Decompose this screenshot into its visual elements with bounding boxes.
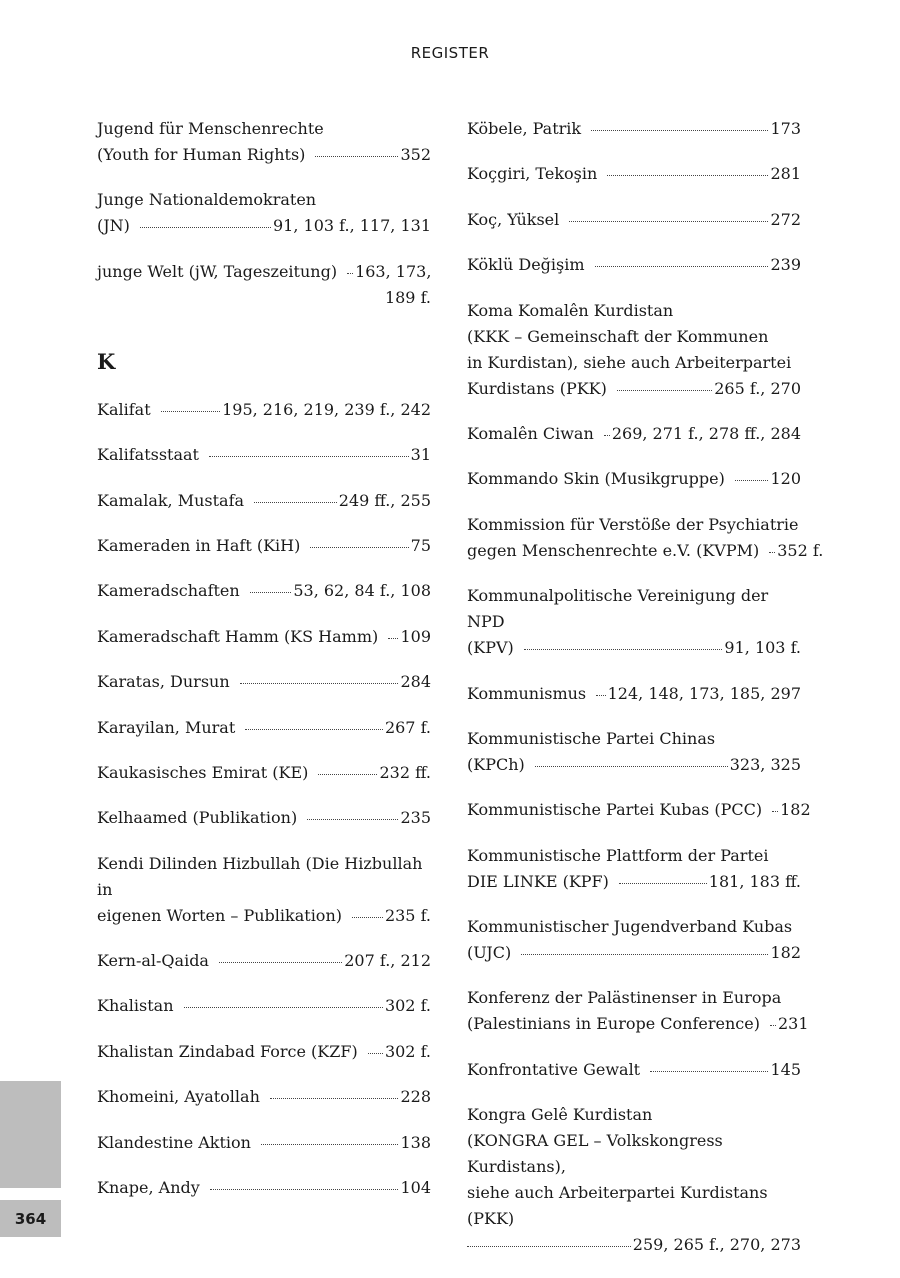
page-refs: 352 f. [777,540,824,560]
index-entry [97,805,431,831]
entry-term: Koçgiri, Tekoşin [467,164,598,184]
dot-leader [735,479,769,481]
page-refs-continued: 189 f. [384,287,431,307]
dot-leader [307,818,398,820]
index-entry [467,298,801,402]
entry-last-line [467,376,801,402]
index-entry [467,797,811,823]
entry-last-line [467,752,801,778]
page-refs: 284 [400,672,431,692]
index-entry [467,985,809,1037]
index-entry [97,993,431,1019]
index-entry [467,512,824,564]
entry-last-line [97,142,431,168]
dot-leader [467,1245,631,1247]
index-entry [467,1102,801,1258]
page-refs: 163, 173, [355,261,432,281]
dot-leader [650,1070,768,1072]
entry-line: Kommunistische Plattform der Partei [467,845,769,865]
entry-line: Konferenz der Palästinenser in Europa [467,988,782,1008]
page-refs: 120 [770,469,801,489]
page-refs: 91, 103 f., 117, 131 [272,216,431,236]
entry-last-line [97,488,431,514]
index-entry [97,760,431,786]
dot-leader [315,155,398,157]
entry-last-line [97,805,431,831]
entry-line: Jugend für Menschenrechte [97,119,324,138]
entry-line: Kommission für Verstöße der Psychiatrie [467,514,799,534]
entry-line: Kendi Dilinden Hizbullah (Die Hizbullah in [97,853,423,899]
index-entry [97,442,431,468]
page-number: 364 [0,1200,61,1237]
dot-leader [161,410,220,412]
index-entry [467,726,801,778]
entry-last-line [467,466,801,492]
entry-last-line [467,1011,809,1037]
entry-last-line [97,533,431,559]
entry-last-line [97,213,431,239]
entry-term: Khalistan [97,996,174,1016]
dot-leader [521,953,768,955]
dot-leader [347,272,353,274]
entry-last-line [467,421,801,447]
page-refs: 109 [400,626,431,646]
dot-leader [535,765,728,767]
index-entry [97,259,431,311]
entry-last-line [467,869,801,895]
entry-last-line [97,1039,431,1065]
page-refs: 31 [410,445,431,465]
entries-right [467,116,824,1258]
index-entry [97,533,431,559]
index-entry [97,669,431,695]
entry-term: Karatas, Dursun [97,672,230,692]
entry-term: (Youth for Human Rights) [97,145,306,164]
dot-leader [569,220,768,222]
index-entry [467,116,801,142]
page-refs: 207 f., 212 [344,951,431,971]
entry-last-line [467,940,801,966]
entry-last-line [467,1057,801,1083]
index-entry [467,843,801,895]
page-refs: 231 [777,1014,809,1034]
dot-leader [591,129,768,131]
entry-term: Khalistan Zindabad Force (KZF) [97,1041,358,1061]
entry-term: junge Welt (jW, Tageszeitung) [97,261,338,281]
index-entry [97,1130,431,1156]
dot-leader [368,1052,383,1054]
index-column-right [467,116,824,1278]
dot-leader [770,1024,776,1026]
dot-leader [250,591,292,593]
entry-term: Kalifatsstaat [97,445,199,465]
entry-last-line [467,797,811,823]
entry-last-line [97,624,431,650]
entry-term: (KPV) [467,638,514,658]
entry-last-line [97,259,431,285]
index-entry [97,578,431,604]
entry-last-line [467,635,801,661]
page-refs: 352 [400,145,431,164]
entry-last-line [467,252,801,278]
entry-last-line [97,442,431,468]
entry-term: Koç, Yüksel [467,209,560,229]
page-refs: 138 [400,1132,431,1152]
page-refs: 104 [400,1178,431,1198]
page-refs: 235 [400,808,431,828]
page-refs: 181, 183 ff. [708,871,801,891]
dot-leader [607,174,768,176]
page-refs: 182 [770,943,801,963]
entry-term: Konfrontative Gewalt [467,1059,641,1079]
dot-leader [318,773,377,775]
entry-last-line [97,760,431,786]
page-refs: 91, 103 f. [724,638,801,658]
index-entry [97,187,431,239]
page-refs: 239 [770,255,801,275]
dot-leader [261,1143,398,1145]
page-refs: 302 f. [384,996,431,1016]
entry-last-line [467,161,801,187]
dot-leader [772,810,778,812]
entry-line: (KKK – Gemeinschaft der Kommunen [467,326,769,346]
index-entry [97,1175,431,1201]
entry-term: (KPCh) [467,754,525,774]
dot-leader [270,1097,399,1099]
index-entry [467,583,801,661]
entries-k [97,397,431,1201]
entry-last-line [467,116,801,142]
index-entry [467,1057,801,1083]
entry-last-line [467,681,801,707]
index-entry [467,681,801,707]
page-refs: 302 f. [384,1041,431,1061]
dot-leader [604,434,610,436]
page-refs: 249 ff., 255 [338,490,431,510]
entry-term: Kaukasisches Emirat (KE) [97,762,309,782]
entry-term: Kommando Skin (Musikgruppe) [467,469,725,489]
running-head: REGISTER [410,44,490,62]
entry-term: Kelhaamed (Publikation) [97,808,298,828]
page-refs: 228 [400,1087,431,1107]
entry-term: Kamalak, Mustafa [97,490,245,510]
dot-leader [769,551,775,553]
dot-leader [524,648,723,650]
entry-line: Kommunistischer Jugendverband Kubas [467,917,793,937]
index-entry [467,161,801,187]
entry-term: Kameradschaft Hamm (KS Hamm) [97,626,379,646]
dot-leader [617,389,712,391]
entry-line: siehe auch Arbeiterpartei Kurdistans (PKK) [467,1183,768,1229]
dot-leader [352,916,383,918]
index-entry [467,252,801,278]
index-entry [97,1084,431,1110]
entry-term: Khomeini, Ayatollah [97,1087,260,1107]
page-refs: 259, 265 f., 270, 273 [632,1235,801,1255]
entry-term: Kommunismus [467,683,587,703]
page-refs: 235 f. [384,905,431,925]
entry-term: Kurdistans (PKK) [467,378,607,398]
entry-term: (UJC) [467,943,512,963]
entry-last-line [97,993,431,1019]
page-refs: 53, 62, 84 f., 108 [293,581,431,601]
entry-line: Junge Nationaldemokraten [97,190,317,210]
entry-term: Komalên Ciwan [467,423,594,443]
page-refs: 195, 216, 219, 239 f., 242 [222,399,431,419]
dot-leader [184,1006,383,1008]
entry-last-line [97,948,431,974]
page-refs: 267 f. [384,717,431,737]
entry-line: in Kurdistan), siehe auch Arbeiterpartei [467,352,792,372]
dot-leader [219,961,342,963]
index-entry [467,421,801,447]
entry-last-line [97,1175,431,1201]
entry-last-line [97,397,431,423]
entry-term: Karayilan, Murat [97,717,236,737]
entry-last-line [467,207,801,233]
entry-term: Kalifat [97,399,151,419]
index-entry [97,948,431,974]
page-refs: 182 [780,800,811,820]
index-entry [467,207,801,233]
entry-term: Kameraden in Haft (KiH) [97,535,301,555]
dot-leader [245,728,383,730]
dot-leader [595,265,769,267]
page-refs: 124, 148, 173, 185, 297 [607,683,801,703]
entry-term: eigenen Worten – Publikation) [97,905,342,925]
dot-leader [310,546,408,548]
index-entry [97,1039,431,1065]
entry-term: (Palestinians in Europe Conference) [467,1014,760,1034]
entry-line: (KONGRA GEL – Volkskongress Kurdistans), [467,1131,723,1177]
entry-last-line [467,538,824,564]
entry-term: Köklü Değişim [467,255,585,275]
index-entry [97,851,431,929]
entry-last-line [97,1130,431,1156]
dot-leader [596,694,605,696]
entry-term: Kameradschaften [97,581,240,601]
entry-line: Kongra Gelê Kurdistan [467,1105,653,1125]
entry-last-line [97,903,431,929]
dot-leader [209,455,409,457]
entry-term: (JN) [97,216,130,236]
entry-term: gegen Menschenrechte e.V. (KVPM) [467,540,760,560]
entry-term: Knape, Andy [97,1178,200,1198]
page-refs: 75 [410,535,431,555]
index-entry [97,397,431,423]
entry-line: Kommunistische Partei Chinas [467,728,716,748]
entries-before-k [97,116,431,311]
index-entry [97,715,431,741]
dot-leader [619,882,707,884]
index-column-left [97,116,431,1220]
entry-line: Kommunalpolitische Vereinigung der NPD [467,586,769,632]
dot-leader [140,226,271,228]
entry-last-line [97,715,431,741]
dot-leader [254,501,337,503]
index-entry [97,488,431,514]
section-letter: K [97,348,116,374]
chapter-thumb-tab [0,1081,61,1188]
entry-term: Klandestine Aktion [97,1132,251,1152]
page-refs: 323, 325 [729,754,801,774]
entry-term: Köbele, Patrik [467,119,582,138]
page-refs: 173 [770,119,801,138]
index-entry [467,914,801,966]
page-refs: 265 f., 270 [714,378,801,398]
dot-leader [210,1188,399,1190]
entry-last-line [467,1232,801,1258]
entry-last-line [97,1084,431,1110]
entry-last-line [97,669,431,695]
page-refs: 281 [770,164,801,184]
entry-term: DIE LINKE (KPF) [467,871,609,891]
entry-term: Kommunistische Partei Kubas (PCC) [467,800,763,820]
entry-last-line [97,578,431,604]
dot-leader [240,682,399,684]
index-entry [97,116,431,168]
page-refs: 272 [770,209,801,229]
dot-leader [388,637,398,639]
index-entry [97,624,431,650]
entry-term: Kern-al-Qaida [97,951,209,971]
page-refs: 232 ff. [379,762,431,782]
entry-line: Koma Komalên Kurdistan [467,300,674,320]
page-refs: 269, 271 f., 278 ff., 284 [611,423,801,443]
index-entry [467,466,801,492]
page-refs: 145 [770,1059,801,1079]
